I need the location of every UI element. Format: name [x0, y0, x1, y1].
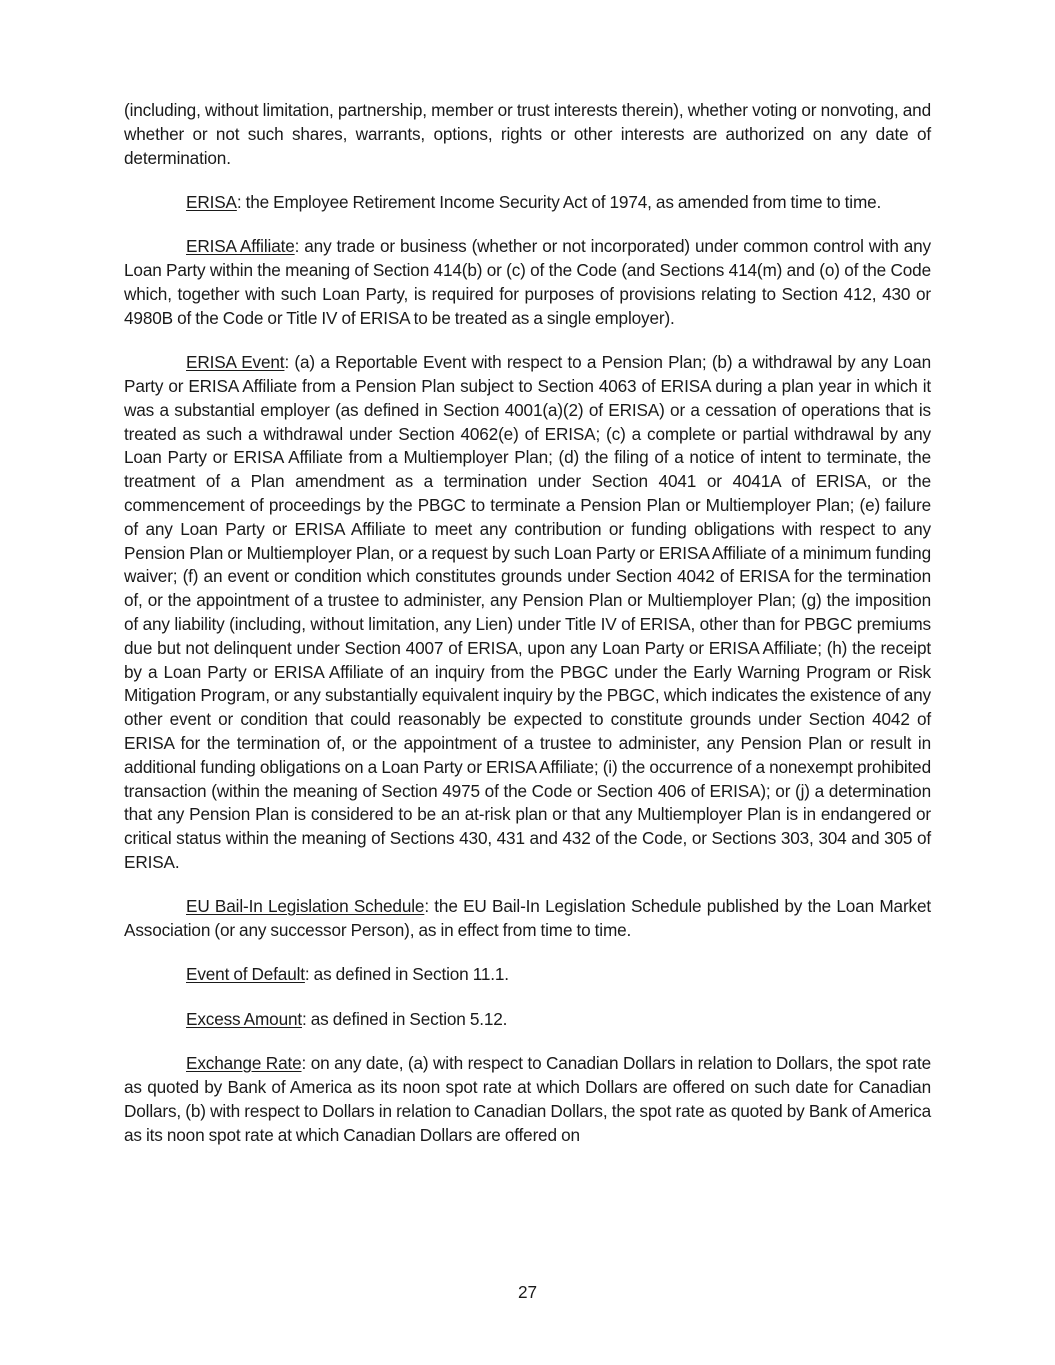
- definition-text: : (a) a Reportable Event with respect to a Pension Plan; (b) a withdrawal by any Loan Party or ERISA Affiliate from a Pension Plan subject to Section 4063 of ERISA during a plan year in which it was a substantial employer (as defined in Section 4001(a)(2) of ERISA) or a cessation of operations that is treated as such a withdrawal under Section 4062(e) of ERISA; (c) a complete or partial withdrawal by any Loan Party or ERISA Affiliate from a Multiemployer Plan; (d) the filing of a notice of intent to terminate, the treatment of a Plan amendment as a termination under Section 4041 or 4041A of ERISA, or the commencement of proceedings by the PBGC to terminate a Pension Plan or Multiemployer Plan; (e) failure of any Loan Party or ERISA Affiliate to meet any contribution or funding obligations with respect to any Pension Plan or Multiemployer Plan, or a request by such Loan Party or ERISA Affiliate of a minimum funding waiver; (f) an event or condition which constitutes grounds under Section 4042 of ERISA for the termination of, or the appointment of a trustee to administer, any Pension Plan or Multiemployer Plan; (g) the imposition of any liability (including, without limitation, any Lien) under Title IV of ERISA, other than for PBGC premiums due but not delinquent under Section 4007 of ERISA, upon any Loan Party or ERISA Affiliate; (h) the receipt by a Loan Party or ERISA Affiliate of an inquiry from the PBGC under the Early Warning Program or Risk Mitigation Program, or any substantially equivalent inquiry by the PBGC, which indicates the existence of any other event or condition that could reasonably be expected to constitute grounds under Section 4042 of ERISA for the termination of, or the appointment of a trustee to administer, any Pension Plan or result in additional funding obligations on a Loan Party or ERISA Affiliate; (i) the occurrence of a nonexempt prohibited transaction (within the meaning of Section 4975 of the Code or Section 406 of ERISA); or (j) a determination that any Pension Plan is considered to be an at-risk plan or that any Multiemployer Plan is in endangered or critical status within the meaning of Sections 430, 431 and 432 of the Code, or Sections 303, 304 and 305 of ERISA.: [124, 352, 931, 872]
- definition-exchange-rate: [124, 1052, 931, 1147]
- defined-term: EU Bail-In Legislation Schedule: [186, 896, 425, 917]
- definition-erisa: [124, 191, 931, 215]
- definition-text: : on any date, (a) with respect to Canadian Dollars in relation to Dollars, the spot rate as quoted by Bank of America as its noon spot rate at which Dollars are offered on such date for Canadian Dollars, (b) with respect to Dollars in relation to Canadian Dollars, the spot rate as quoted by Bank of America as its noon spot rate at which Canadian Dollars are offered on: [124, 1053, 932, 1145]
- defined-term: Excess Amount: [186, 1008, 303, 1029]
- definition-event-of-default: [124, 963, 931, 987]
- defined-term: Exchange Rate: [186, 1053, 302, 1074]
- definition-excess-amount: [124, 1008, 931, 1032]
- defined-term: ERISA Event: [186, 352, 285, 373]
- definition-text: : as defined in Section 11.1.: [304, 964, 509, 985]
- paragraph-text: (including, without limitation, partnership, member or trust interests therein), whether voting or nonvoting, and whether or not such shares, warrants, options, rights or other interests are authorized on any date of determination.: [124, 100, 931, 168]
- definition-erisa-event: [124, 351, 931, 875]
- definition-text: : any trade or business (whether or not incorporated) under common control with any Loan Party within the meaning of Section 414(b) or (c) of the Code (and Sections 414(m) and (o) of the Code which, together with such Loan Party, is required for purposes of provisions relating to Section 412, 430 or 4980B of the Code or Title IV of ERISA to be treated as a single employer).: [124, 236, 931, 328]
- definition-text: : the Employee Retirement Income Security Act of 1974, as amended from time to time.: [236, 191, 882, 212]
- defined-term: ERISA Affiliate: [186, 236, 295, 257]
- defined-term: ERISA: [186, 191, 237, 212]
- definition-text: : the EU Bail-In Legislation Schedule published by the Loan Market Association (or any successor Person), as in effect from time to time.: [124, 896, 932, 941]
- definition-text: : as defined in Section 5.12.: [302, 1008, 508, 1029]
- document-page: [124, 99, 931, 1168]
- defined-term: Event of Default: [186, 964, 305, 985]
- paragraph-equity-continued: [124, 99, 931, 170]
- page-number: 27: [517, 1282, 538, 1302]
- definition-erisa-affiliate: [124, 235, 931, 330]
- definition-eu-bail-in-legislation-schedule: [124, 895, 931, 943]
